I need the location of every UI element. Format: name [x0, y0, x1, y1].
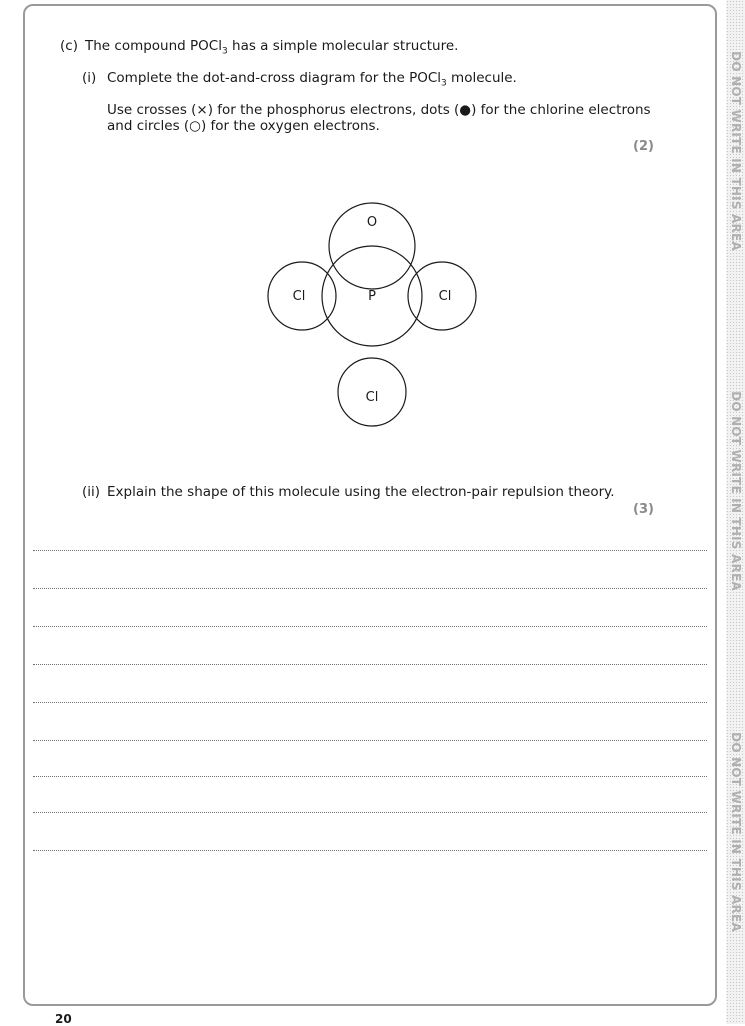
answer-line-8[interactable]: [33, 812, 707, 813]
question-ii-text: Explain the shape of this molecule using the electron-pair repulsion theory.: [107, 484, 615, 500]
answer-line-4[interactable]: [33, 664, 707, 665]
margin-warning-2: DO NOT WRITE IN THIS AREA: [729, 391, 744, 591]
marks-ii: (3): [633, 502, 654, 517]
page-frame: [23, 4, 717, 1006]
margin-warning-1: DO NOT WRITE IN THIS AREA: [729, 51, 744, 251]
question-i-text: Complete the dot-and-cross diagram for the POCl$_3$ molecule.: [107, 70, 517, 89]
page-number: 20: [55, 1012, 72, 1026]
instruction-line-2: and circles (○) for the oxygen electrons.: [107, 118, 380, 134]
instruction-line-1: Use crosses (×) for the phosphorus electrons, dots (●) for the chlorine electrons: [107, 102, 651, 118]
atom-label-oxygen: O: [366, 215, 378, 230]
dot-cross-diagram: [262, 174, 482, 432]
answer-line-5[interactable]: [33, 702, 707, 703]
atom-label-chlorine-right: Cl: [438, 289, 452, 304]
atom-label-chlorine-left: Cl: [292, 289, 306, 304]
question-c-label: (c): [60, 38, 78, 54]
answer-line-1[interactable]: [33, 550, 707, 551]
marks-i: (2): [633, 139, 654, 154]
answer-line-3[interactable]: [33, 626, 707, 627]
answer-line-2[interactable]: [33, 588, 707, 589]
margin-warning-3: DO NOT WRITE IN THIS AREA: [729, 732, 744, 932]
question-c-text: The compound POCl$_3$ has a simple molecular structure.: [85, 38, 459, 57]
question-ii-label: (ii): [82, 484, 101, 500]
answer-line-6[interactable]: [33, 740, 707, 741]
question-i-label: (i): [82, 70, 97, 86]
answer-line-9[interactable]: [33, 850, 707, 851]
atom-label-chlorine-bottom: Cl: [365, 390, 379, 405]
answer-line-7[interactable]: [33, 776, 707, 777]
atom-label-phosphorus: P: [368, 289, 376, 304]
